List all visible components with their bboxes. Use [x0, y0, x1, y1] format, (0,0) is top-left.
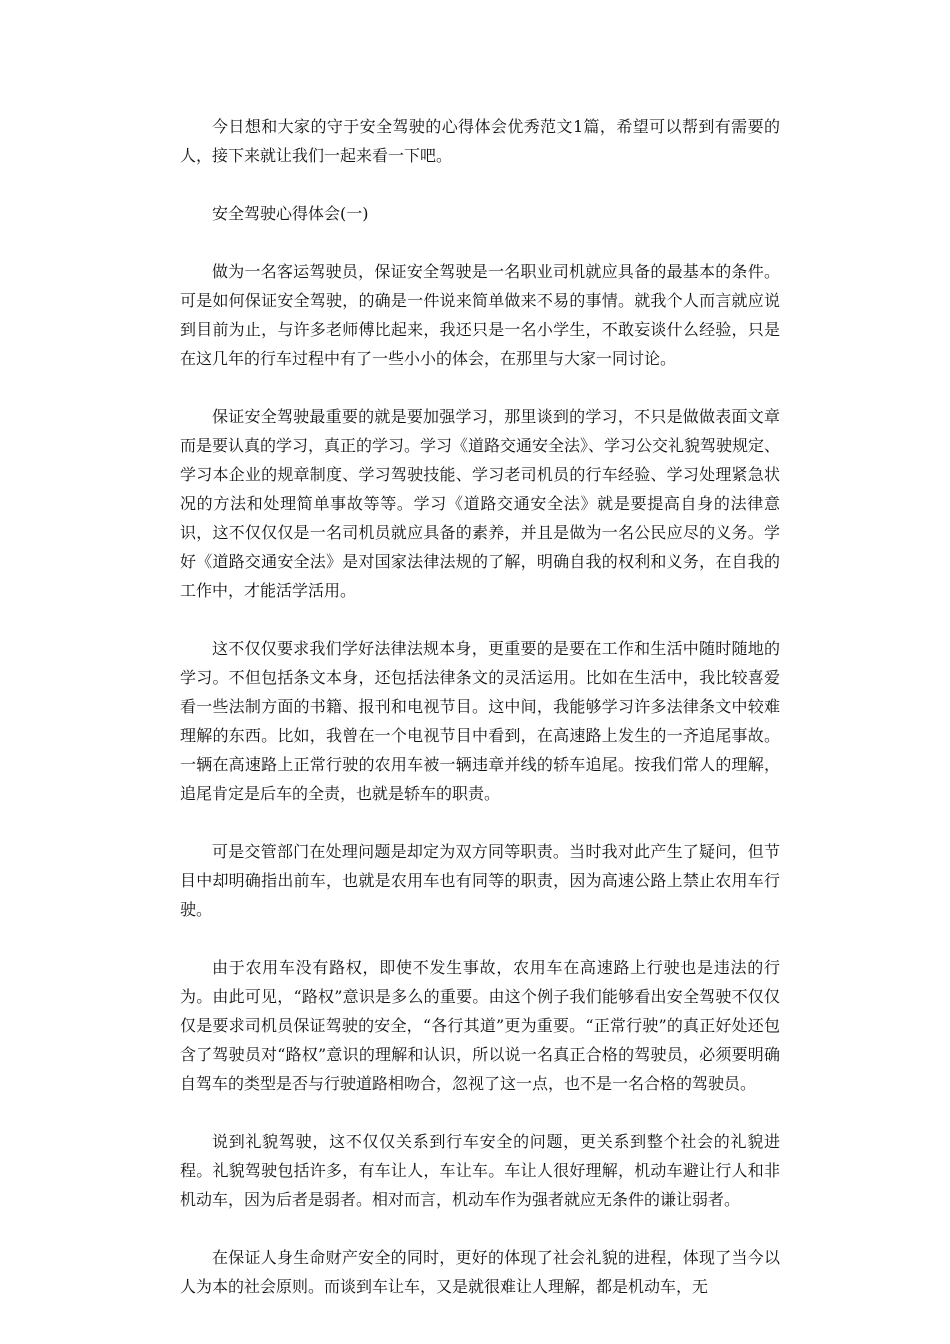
body-paragraph: 保证安全驾驶最重要的就是要加强学习，那里谈到的学习，不只是做做表面文章而是要认真的学习，真正的学习。学习《道路交通安全法》、学习公交礼貌驾驶规定、学习本企业的规章制度、学习驾驶技能、学习老司机员的行车经验、学习处理紧急状况的方法和处理简单事故等等。学习《道路交通安全法》就是要提高自身的法律意识，这不仅仅仅是一名司机员就应具备的素养，并且是做为一名公民应尽的义务。学好《道路交通安全法》是对国家法律法规的了解，明确自我的权利和义务，在自我的工作中，才能活学活用。 [180, 407, 781, 600]
body-paragraph: 在保证人身生命财产安全的同时，更好的体现了社会礼貌的进程，体现了当今以人为本的社会原则。而谈到车让车，又是就很难让人理解，都是机动车，无 [180, 1248, 780, 1296]
body-paragraph: 说到礼貌驾驶，这不仅仅关系到行车安全的问题，更关系到整个社会的礼貌进程。礼貌驾驶包括许多，有车让人，车让车。车让人很好理解，机动车避让行人和非机动车，因为后者是弱者。相对而言，机动车作为强者就应无条件的谦让弱者。 [180, 1132, 780, 1209]
intro-paragraph: 今日想和大家的守于安全驾驶的心得体会优秀范文1篇，希望可以帮到有需要的人，接下来就让我们一起来看一下吧。 [180, 117, 780, 165]
section-title: 安全驾驶心得体会(一) [212, 204, 369, 223]
document-page [180, 112, 780, 1330]
body-paragraph: 做为一名客运驾驶员，保证安全驾驶是一名职业司机就应具备的最基本的条件。可是如何保证安全驾驶，的确是一件说来简单做来不易的事情。就我个人而言就应说到目前为止，与许多老师傅比起来，我还只是一名小学生，不敢妄谈什么经验，只是在这几年的行车过程中有了一些小小的体会，在那里与大家一同讨论。 [180, 262, 780, 368]
body-paragraph: 由于农用车没有路权，即使不发生事故，农用车在高速路上行驶也是违法的行为。由此可见，“路权”意识是多么的重要。由这个例子我们能够看出安全驾驶不仅仅仅是要求司机员保证驾驶的安全，“各行其道”更为重要。“正常行驶”的真正好处还包含了驾驶员对“路权”意识的理解和认识，所以说一名真正合格的驾驶员，必须要明确自驾车的类型是否与行驶道路相吻合，忽视了这一点，也不是一名合格的驾驶员。 [180, 958, 780, 1093]
body-paragraph: 可是交管部门在处理问题是却定为双方同等职责。当时我对此产生了疑问，但节目中却明确指出前车，也就是农用车也有同等的职责，因为高速公路上禁止农用车行驶。 [180, 842, 780, 919]
body-paragraph: 这不仅仅要求我们学好法律法规本身，更重要的是要在工作和生活中随时随地的学习。不但包括条文本身，还包括法律条文的灵活运用。比如在生活中，我比较喜爱看一些法制方面的书籍、报刊和电视节目。这中间，我能够学习许多法律条文中较难理解的东西。比如，我曾在一个电视节目中看到，在高速路上发生的一齐追尾事故。一辆在高速路上正常行驶的农用车被一辆违章并线的轿车追尾。按我们常人的理解，追尾肯定是后车的全责，也就是轿车的职责。 [180, 639, 780, 803]
